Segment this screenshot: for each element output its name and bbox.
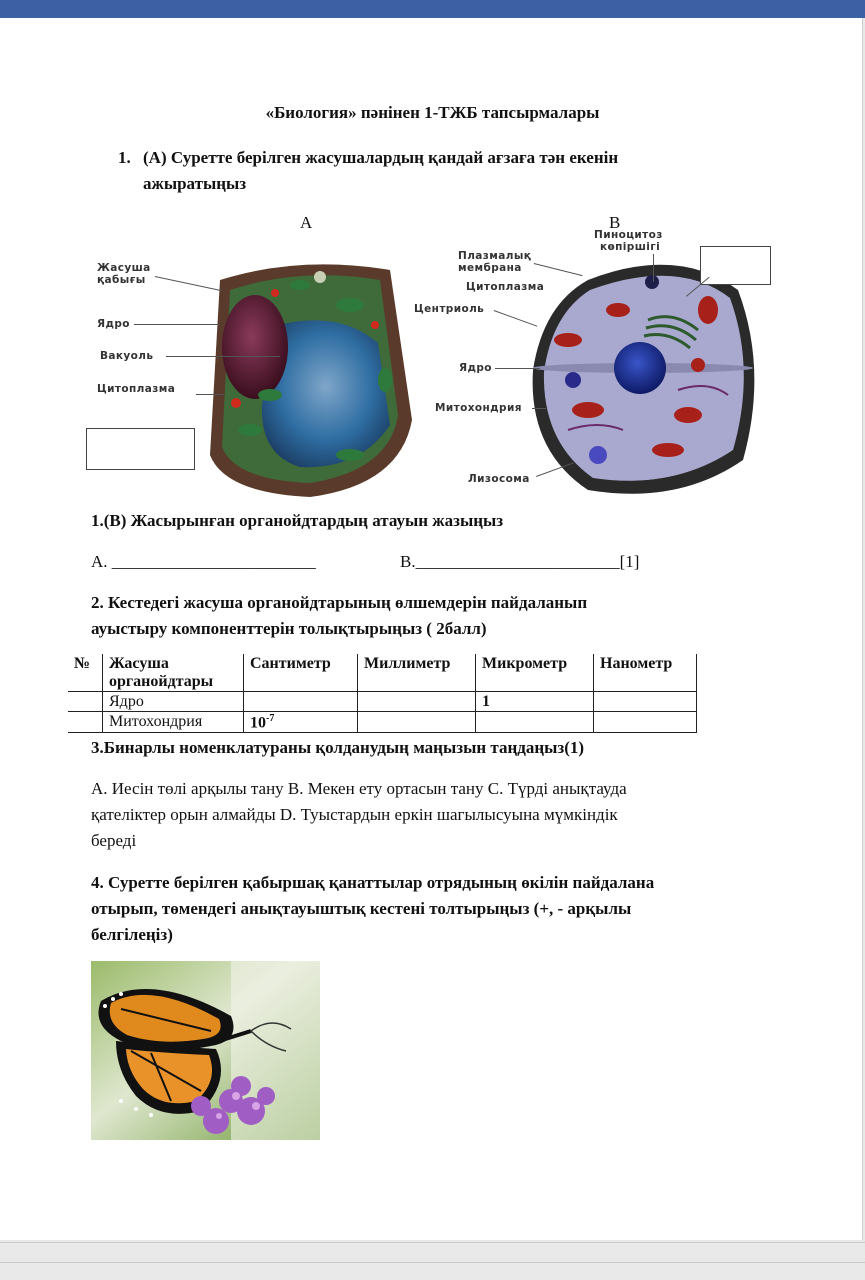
label-nucleus-b: Ядро <box>459 362 492 374</box>
page-title: «Биология» пәнінен 1-ТЖБ тапсырмалары <box>265 103 600 122</box>
q1b-answer-b[interactable]: В.________________________[1] <box>400 552 640 571</box>
table-header-cm: Сантиметр <box>244 654 358 692</box>
q2-line2: ауыстыру компоненттерін толықтырыңыз ( 2балл) <box>91 619 487 638</box>
q3-option-line3: береді <box>91 831 137 850</box>
q1b-text: 1.(В) Жасырынған органойдтардың атауын жазыңыз <box>91 511 504 530</box>
table-cell-name: Митохондрия <box>103 712 244 733</box>
table-cell-cm-base: 10 <box>250 714 266 732</box>
diagram-label-b: В <box>609 213 621 232</box>
label-nucleus-a: Ядро <box>97 318 130 330</box>
label-cytoplasm-a: Цитоплазма <box>97 383 176 395</box>
q3-option-line1: А. Иесін төлі арқылы тану В. Мекен ету ортасын тану С. Түрді анықтауда <box>91 779 627 798</box>
table-header-nm: Нанометр <box>594 654 697 692</box>
label-mitochondria: Митохондрия <box>435 402 522 414</box>
table-header-um: Микрометр <box>476 654 594 692</box>
q4-line1: 4. Суретте берілген қабыршақ қанаттылар отрядының өкілін пайдалана <box>91 873 655 892</box>
table-header-row <box>68 654 697 692</box>
table-header-organelles <box>103 654 244 692</box>
browser-top-bar <box>0 0 865 18</box>
label-cytoplasm-b: Цитоплазма <box>466 281 545 293</box>
table-cell-nm[interactable] <box>594 692 697 712</box>
table-cell-mm[interactable] <box>358 692 476 712</box>
table-header-organelles-line2: органойдтары <box>109 673 214 690</box>
q2-line1: 2. Кестедегі жасуша органойдтарының өлшемдерін пайдаланып <box>91 593 588 612</box>
q1-text-line1: (А) Суретте берілген жасушалардың қандай ағзаға тән екенін <box>143 148 619 167</box>
hidden-organelle-box-a[interactable] <box>86 428 195 470</box>
leader-nucleus-b <box>495 368 540 369</box>
table-row <box>68 712 697 733</box>
table-header-organelles-line1: Жасуша <box>109 655 169 672</box>
page-bottom-divider <box>0 1242 865 1243</box>
q4-line2: отырып, төмендегі анықтауыштық кестені толтырыңыз (+, - арқылы <box>91 899 632 918</box>
plant-cell-diagram <box>200 255 415 500</box>
label-lysosome: Лизосома <box>468 473 530 485</box>
table-cell-um[interactable] <box>476 712 594 733</box>
label-pinocytosis-line1: Пиноцитоз <box>594 229 663 241</box>
q1-text-line2: ажыратыңыз <box>143 174 247 193</box>
leader-cytoplasm-a <box>196 394 224 395</box>
table-cell-name: Ядро <box>103 692 244 712</box>
table-cell-cm-exponent: -7 <box>266 713 275 724</box>
q4-line3: белгілеңіз) <box>91 925 173 944</box>
leader-mitochondria <box>532 408 546 409</box>
label-vacuole: Вакуоль <box>100 350 154 362</box>
hidden-organelle-box-b[interactable] <box>700 246 771 285</box>
label-pinocytosis-line2: көпіршігі <box>600 241 661 253</box>
q1-number: 1. <box>118 148 131 167</box>
leader-pinocytosis <box>653 254 654 282</box>
diagram-label-a: А <box>300 213 313 232</box>
table-cell-cm[interactable] <box>244 692 358 712</box>
table-header-mm: Миллиметр <box>358 654 476 692</box>
leader-nucleus-a <box>134 324 220 325</box>
label-cell-wall-line1: Жасуша <box>97 262 151 274</box>
label-membrane-line2: мембрана <box>458 262 522 274</box>
butterfly-photo <box>91 961 320 1140</box>
organelle-size-table <box>68 654 697 733</box>
q3-title: 3.Бинарлы номенклатураны қолданудың маңызын таңдаңыз(1) <box>91 738 585 757</box>
table-cell-mm[interactable] <box>358 712 476 733</box>
label-centriole: Центриоль <box>414 303 485 315</box>
leader-vacuole <box>166 356 280 357</box>
label-membrane-line1: Плазмалық <box>458 250 532 262</box>
q3-option-line2: қателіктер орын алмайды D. Туыстардын еркін шагылысуына мүмкіндік <box>91 805 618 824</box>
table-row <box>68 692 697 712</box>
table-header-number: № <box>68 654 103 692</box>
toolbar-divider <box>0 1262 865 1263</box>
table-cell-um: 1 <box>476 692 594 712</box>
table-cell-cm <box>244 712 358 733</box>
q1b-answer-a[interactable]: А. ________________________ <box>91 552 316 571</box>
label-cell-wall-line2: қабығы <box>97 274 146 286</box>
animal-cell-diagram <box>528 250 760 500</box>
table-cell-nm[interactable] <box>594 712 697 733</box>
